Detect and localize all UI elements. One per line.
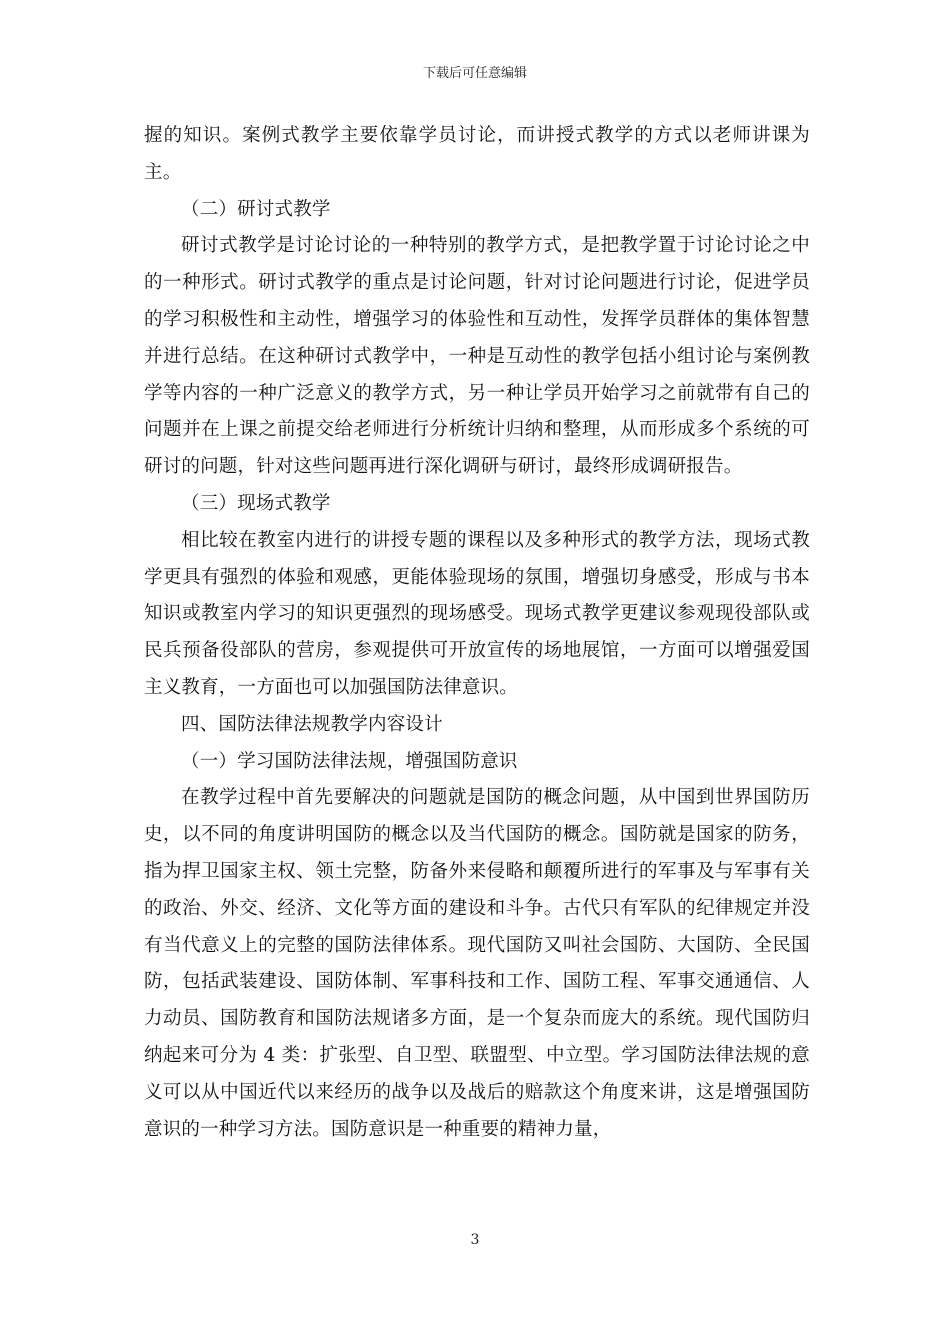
subheading-learn-defense-law: （一）学习国防法律法规，增强国防意识 bbox=[181, 750, 518, 772]
paragraph-seminar-teaching: 研讨式教学是讨论讨论的一种特别的教学方式，是把教学置于讨论讨论之中的一种形式。研讨式教学的重点是讨论问题，针对讨论问题进行讨论，促进学员的学习积极性和主动性，增强学习的体验性和互动性，发挥学员群体的集体智慧并进行总结。在这种研讨式教学中，一种是互动性的教学包括小组讨论与案例教学等内容的一种广泛意义的教学方式，另一种让学员开始学习之前就带有自己的问题并在上课之前提交给老师进行分析统计归纳和整理，从而形成多个系统的可研讨的问题，针对这些问题再进行深化调研与研讨，最终形成调研报告。 bbox=[144, 235, 810, 478]
paragraph-defense-concept: 在教学过程中首先要解决的问题就是国防的概念问题，从中国到世界国防历史，以不同的角度讲明国防的概念以及当代国防的概念。国防就是国家的防务，指为捍卫国家主权、领土完整，防备外来侵略和颠覆所进行的军事及与军事有关的政治、外交、经济、文化等方面的建设和斗争。古代只有军队的纪律规定并没有当代意义上的完整的国防法律体系。现代国防又叫社会国防、大国防、全民国防，包括武装建设、国防体制、军事科技和工作、国防工程、军事交通通信、人力动员、国防教育和国防法规诸多方面，是一个复杂而庞大的系统。现代国防归纳起来可分为 4 类：扩张型、自卫型、联盟型、中立型。学习国防法律法规的意义可以从中国近代以来经历的战争以及战后的赔款这个角度来讲，这是增强国防意识的一种学习方法。国防意识是一种重要的精神力量， bbox=[144, 787, 810, 1140]
page-number: 3 bbox=[470, 1232, 480, 1248]
subheading-onsite-teaching: （三）现场式教学 bbox=[181, 492, 331, 514]
section-heading-curriculum-design: 四、国防法律法规教学内容设计 bbox=[181, 713, 443, 735]
subheading-seminar-teaching: （二）研讨式教学 bbox=[181, 198, 331, 220]
document-body bbox=[144, 118, 810, 1148]
paragraph-case-teaching-end: 握的知识。案例式教学主要依靠学员讨论，而讲授式教学的方式以老师讲课为主。 bbox=[144, 125, 810, 183]
paragraph-onsite-teaching: 相比较在教室内进行的讲授专题的课程以及多种形式的教学方法，现场式教学更具有强烈的体验和观感，更能体验现场的氛围，增强切身感受，形成与书本知识或教室内学习的知识更强烈的现场感受。现场式教学更建议参观现役部队或民兵预备役部队的营房，参观提供可开放宣传的场地展馆，一方面可以增强爱国主义教育，一方面也可以加强国防法律意识。 bbox=[144, 529, 810, 698]
page-header: 下载后可任意编辑 bbox=[422, 66, 527, 81]
